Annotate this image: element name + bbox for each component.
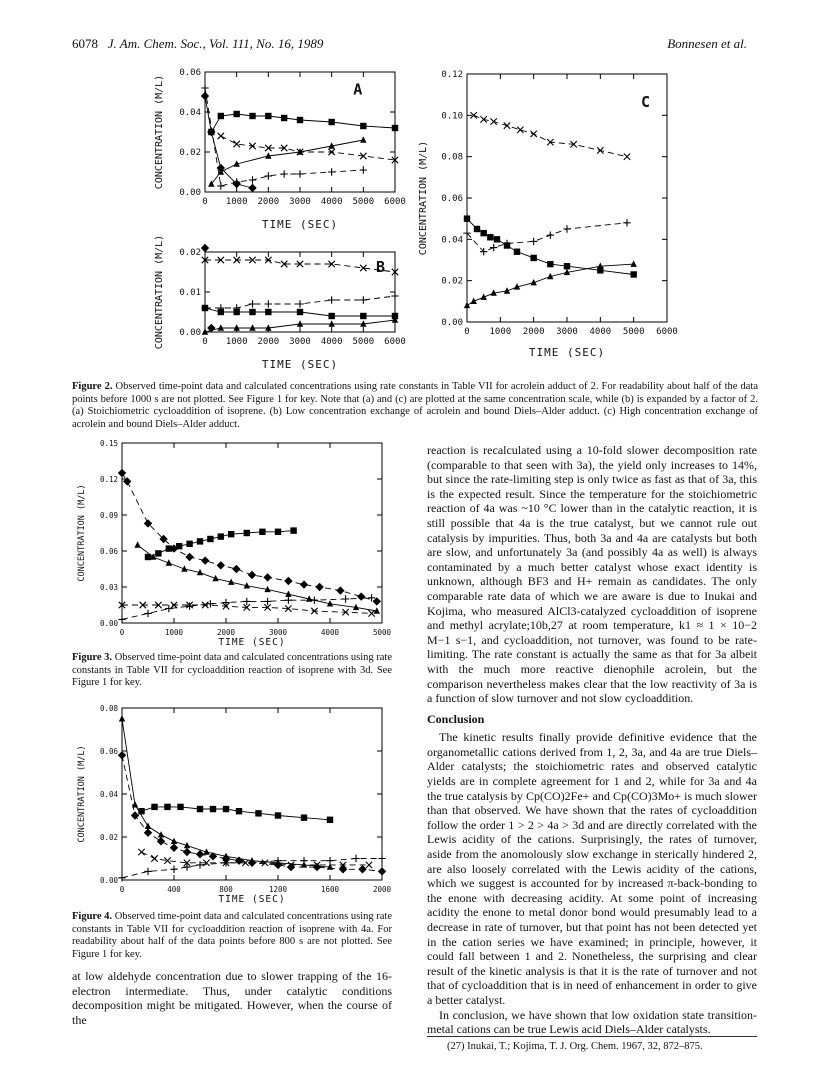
- fig-4-x-tick-label: 1200: [268, 885, 288, 894]
- fig-3-x-tick-label: 3000: [268, 628, 288, 637]
- fig-4-point-diamond: [118, 751, 126, 759]
- fig-2c-point-x: [624, 153, 630, 159]
- fig-3-point-square: [244, 530, 250, 536]
- fig-2b-point-square: [297, 309, 303, 315]
- fig-4-y-axis-label: CONCENTRATION (M/L): [77, 745, 87, 843]
- fig-3-point-diamond: [315, 583, 323, 591]
- fig-4-point-diamond: [378, 867, 386, 875]
- fig-2b-x-tick-label: 3000: [289, 337, 311, 347]
- fig-2c-series-square: [464, 215, 637, 277]
- fig-2b-point-square: [218, 309, 224, 315]
- fig-4-point-plus: [170, 866, 177, 873]
- running-header-left: [72, 36, 323, 52]
- fig-2a-series-square: [208, 111, 398, 135]
- fig-4-plot-frame: [122, 708, 382, 880]
- fig-3-point-diamond: [284, 577, 292, 585]
- fig-4-x-tick-label: 0: [119, 885, 125, 894]
- fig-4-point-square: [177, 804, 183, 810]
- fig-4-point-diamond: [183, 848, 191, 856]
- fig-2b-point-plus: [360, 296, 367, 303]
- fig-4-point-x: [138, 849, 144, 855]
- fig-2c-point-square: [494, 236, 500, 242]
- fig-3-curve-diamond: [122, 473, 377, 601]
- conclusion-heading: Conclusion: [427, 711, 485, 726]
- fig-2b-y-tick-label: 0.00: [179, 328, 201, 338]
- fig-3-y-tick-label: 0.09: [99, 511, 118, 520]
- fig-4-point-plus: [183, 863, 190, 870]
- fig-4-curve-triangle: [122, 719, 330, 867]
- fig-2a-point-square: [360, 123, 366, 129]
- fig-3-x-axis-label: TIME (SEC): [218, 637, 286, 648]
- fig-3-series-square: [145, 527, 297, 560]
- fig-2b-x-tick-label: 6000: [384, 337, 406, 347]
- fig-2a-point-square: [297, 117, 303, 123]
- fig-2c-x-tick-label: 1000: [489, 327, 512, 337]
- fig-3-point-square: [290, 527, 296, 533]
- fig-2a-x-tick-label: 4000: [320, 197, 343, 207]
- figure-3-caption-text: Observed time-point data and calculated concentrations using rate constants in Table VII for cycloaddition reaction of isoprene with 3d. See Figure 1 for key.: [72, 652, 392, 688]
- fig-2b-x-tick-label: 1000: [225, 337, 248, 347]
- fig-2c-x-tick-label: 3000: [556, 327, 578, 337]
- fig-2c-curve-triangle: [467, 264, 634, 305]
- fig-2a-y-tick-label: 0.04: [179, 108, 201, 118]
- fig-4-point-diamond: [313, 863, 321, 871]
- fig-3-point-diamond: [336, 586, 344, 594]
- fig-4-y-tick-label: 0.02: [99, 833, 118, 842]
- figure-2-caption-text: Observed time-point data and calculated concentrations using rate constants in Table VII for acrolein adduct of 2. For readability about half of the data points before 1000 s are not plotted. See Figure 1 for key. Note that (a) and (c) are plotted at the same concentration scale, while (b) is expanded by a factor of 2. (a) Stoichiometric cycloaddition of isoprene. (b) Low concentration exchange of acrolein and bound Diels–Alder adduct. (c) High concentration exchange of acrolein and bound Diels–Alder adduct.: [72, 381, 759, 430]
- fig-2b-y-axis-label: CONCENTRATION (M/L): [154, 234, 165, 350]
- fig-2a-point-plus: [265, 172, 272, 179]
- left-column-text: [72, 969, 392, 1027]
- fig-2a-point-plus: [280, 170, 287, 177]
- fig-4-y-tick-label: 0.06: [99, 747, 118, 756]
- fig-3-point-square: [275, 529, 281, 535]
- fig-3-y-tick-label: 0.06: [99, 547, 118, 556]
- fig-4-point-square: [236, 808, 242, 814]
- fig-4-point-diamond: [131, 811, 139, 819]
- fig-3-point-square: [197, 538, 203, 544]
- fig-4-curve-diamond: [122, 755, 382, 871]
- fig-3-point-plus: [144, 610, 151, 617]
- fig-4-series-triangle: [119, 715, 333, 870]
- fig-3-point-square: [166, 545, 172, 551]
- fig-2c-series-triangle: [464, 260, 637, 308]
- fig-3-point-diamond: [201, 556, 209, 564]
- fig-4-point-square: [210, 806, 216, 812]
- fig-2a-y-tick-label: 0.02: [179, 148, 201, 158]
- fig-3-point-triangle: [134, 541, 140, 547]
- fig-3-point-square: [259, 529, 265, 535]
- figure-2-caption: [72, 381, 758, 431]
- fig-2b-point-square: [249, 309, 255, 315]
- fig-3-point-square: [228, 531, 234, 537]
- fig-4-point-diamond: [170, 844, 178, 852]
- fig-2c-point-square: [474, 226, 480, 232]
- fig-4-x-tick-label: 400: [167, 885, 181, 894]
- fig-2c-x-tick-label: 0: [464, 327, 470, 337]
- fig-4-point-triangle: [119, 715, 125, 721]
- fig-2a-point-square: [281, 115, 287, 121]
- figure-4-caption: [72, 911, 392, 961]
- fig-3-y-tick-label: 0.15: [99, 439, 118, 448]
- fig-2b-point-square: [265, 309, 271, 315]
- fig-2a-point-square: [218, 113, 224, 119]
- right-paragraph-1: reaction is recalculated using a 10-fold slower decomposition rate (comparable to that seen with 3a), the yield only increases to 14%, but since the rate-limiting step is only twice as fast as that of 3a, this is the expected result. Since the temperature for the stoichiometric reaction of 4a was ~10 °C lower than in the catalytic reaction, it is still possible that 4a is the true catalyst, but we cannot rule out catalysis by impurities. Thus, both 3a and 4a are catalysts but both are slow, and unfortunately 3a (and possibly 4a as well) is always contaminated by a much better catalyst whose exact identity is unknown, although BF3 and H+ remain as candidates. The only comparable rate data of which we are aware is due to Inukai and Kojima, who measured AlCl3-catalyzed cycloaddition of isoprene and methyl acrylate;10b,27 at room temperature, k1 ≈ 1 × 10−2 M−1 s−1, and cycloaddition, not turnover, was found to be rate-limiting. The rate constant is actually the same as that for 3a albeit with the much more reactive dienophile acrolein, but the comparison nevertheless makes clear that the low reactivity of 3a is a function of slow turnover and not slow cycloaddition.: [427, 443, 757, 706]
- fig-2a-point-square: [392, 125, 398, 131]
- fig-4-point-plus: [300, 857, 307, 864]
- fig-4-point-plus: [144, 868, 151, 875]
- fig-4-series-x: [138, 849, 372, 868]
- fig-4-point-plus: [378, 855, 385, 862]
- fig-3-point-square: [186, 541, 192, 547]
- fig-4-x-axis-label: TIME (SEC): [218, 894, 286, 905]
- fig-3-point-diamond: [232, 565, 240, 573]
- fig-2c-y-axis-label: CONCENTRATION (M/L): [418, 140, 429, 256]
- fig-4-point-plus: [326, 857, 333, 864]
- fig-2a-point-square: [249, 113, 255, 119]
- fig-3-x-tick-label: 1000: [164, 628, 184, 637]
- fig-3-point-square: [218, 533, 224, 539]
- fig-2c-point-square: [514, 249, 520, 255]
- fig-2a-point-diamond: [248, 184, 256, 192]
- figure-2a-chart: [150, 60, 410, 230]
- fig-4-point-diamond: [339, 865, 347, 873]
- fig-2b-point-plus: [249, 300, 256, 307]
- fig-2c-point-square: [564, 263, 570, 269]
- fig-2a-y-tick-label: 0.00: [179, 188, 201, 198]
- fig-2a-point-square: [233, 111, 239, 117]
- fig-2a-point-x: [233, 141, 239, 147]
- fig-2a-point-diamond: [201, 92, 209, 100]
- fig-2a-x-tick-label: 2000: [257, 197, 280, 207]
- fig-4-y-tick-label: 0.04: [99, 790, 118, 799]
- right-paragraph-3: In conclusion, we have shown that low oxidation state transition-metal cations can be true Lewis acid Diels–Alder catalysts.: [427, 1007, 757, 1037]
- fig-4-point-triangle: [171, 838, 177, 844]
- fig-3-point-plus: [165, 605, 172, 612]
- fig-2b-curve-x: [205, 260, 395, 272]
- fig-2a-point-plus: [201, 84, 208, 91]
- fig-3-point-square: [155, 550, 161, 556]
- fig-2a-x-tick-label: 1000: [225, 197, 248, 207]
- fig-2b-point-triangle: [218, 324, 224, 330]
- running-header-authors: Bonnesen et al.: [667, 36, 747, 51]
- fig-2c-point-plus: [530, 238, 537, 245]
- fig-2b-point-triangle: [249, 324, 255, 330]
- fig-2a-point-plus: [360, 166, 367, 173]
- fig-2c-x-tick-label: 5000: [622, 327, 645, 337]
- fig-2c-point-plus: [490, 244, 497, 251]
- fig-2a-point-x: [218, 133, 224, 139]
- fig-4-point-diamond: [157, 837, 165, 845]
- fig-3-x-tick-label: 0: [119, 628, 125, 637]
- figure-2c-chart: [412, 60, 682, 370]
- fig-2c-point-x: [530, 131, 536, 137]
- fig-2a-curve-diamond: [205, 96, 253, 188]
- fig-4-point-triangle: [158, 831, 164, 837]
- fig-2b-x-tick-label: 4000: [320, 337, 343, 347]
- fig-2c-point-square: [480, 230, 486, 236]
- fig-2c-y-tick-label: 0.00: [441, 318, 463, 328]
- fig-3-series-diamond: [118, 469, 381, 606]
- fig-2b-y-tick-label: 0.02: [179, 248, 201, 258]
- fig-2c-point-square: [547, 261, 553, 267]
- fig-3-point-plus: [342, 595, 349, 602]
- fig-2b-point-square: [360, 313, 366, 319]
- fig-2c-point-square: [530, 255, 536, 261]
- fig-2a-y-axis-label: CONCENTRATION (M/L): [154, 74, 165, 190]
- fig-3-y-tick-label: 0.03: [99, 583, 118, 592]
- fig-2c-plot-frame: [467, 74, 667, 322]
- fig-3-point-diamond: [263, 573, 271, 581]
- figure-3-label: Figure 3.: [72, 652, 113, 663]
- fig-2b-point-square: [202, 305, 208, 311]
- fig-2c-y-tick-label: 0.08: [441, 152, 463, 163]
- fig-2b-point-plus: [296, 300, 303, 307]
- fig-2c-y-tick-label: 0.04: [441, 235, 463, 246]
- fig-2c-point-triangle: [630, 260, 636, 266]
- fig-3-point-diamond: [357, 592, 365, 600]
- right-paragraph-2: The kinetic results finally provide definitive evidence that the organometallic cations derived from 1, 2, 3a, and 4a are true Diels–Alder catalysts; the stoichiometric rates and observed catalytic yields are in complete agreement for 1 and 2, while for 3a and 4a the true catalysis by Cp(CO)2Fe+ and Cp(CO)3Mo+ is much slower than that observed. We have shown that the rates of cycloaddition follow the order 1 > 2 > 4a > 3d and are directly correlated with the Lewis acidity of the cations. Surprisingly, the rates of turnover, aside from the anomolously slow exchange in sterically hindered 2, are also loosely correlated with the Lewis acidity of the cations, which we suggest is accounted for by increased π-back-bonding to the enone with decreasing acidity. At some point of increasing acidity the enone to metal donor bond would presumably lead to a decrease in rate of turnover, but that point has not been detected yet in the cation series we have examined; in principle, however, it could fall between 1 and 2. Nonetheless, the surprising and clear result of the kinetic analysis is that it is the rate of turnover and not that of cycloaddition that is in need of enhancement in order to give a better catalyst.: [427, 730, 757, 1007]
- fig-3-y-axis-label: CONCENTRATION (M/L): [77, 484, 87, 582]
- fig-2a-x-tick-label: 6000: [384, 197, 406, 207]
- fig-2a-x-tick-label: 3000: [289, 197, 311, 207]
- fig-2c-point-x: [490, 118, 496, 124]
- fig-2a-point-triangle: [360, 136, 366, 142]
- fig-3-point-plus: [264, 598, 271, 605]
- fig-2c-y-tick-label: 0.02: [441, 276, 463, 287]
- fig-2a-point-plus: [296, 170, 303, 177]
- figure-3-chart: [60, 435, 400, 655]
- fig-3-point-diamond: [123, 477, 131, 485]
- fig-2c-point-square: [464, 215, 470, 221]
- fig-2c-x-tick-label: 2000: [522, 327, 545, 337]
- fig-2a-point-plus: [249, 176, 256, 183]
- fig-3-point-plus: [285, 597, 292, 604]
- fig-3-point-square: [176, 543, 182, 549]
- fig-4-point-square: [197, 806, 203, 812]
- fig-3-x-tick-label: 5000: [372, 628, 392, 637]
- fig-2c-x-axis-label: TIME (SEC): [528, 346, 606, 359]
- fig-4-point-diamond: [358, 865, 366, 873]
- fig-3-point-diamond: [373, 597, 381, 605]
- fig-2b-point-diamond: [201, 244, 209, 252]
- fig-2b-point-triangle: [328, 320, 334, 326]
- figure-4-caption-text: Observed time-point data and calculated concentrations using rate constants in Table VII for cycloaddition reaction of isoprene with 4a. For readability about half of the data points before 800 s are not plotted. See Figure 1 for key.: [72, 911, 392, 960]
- fig-2b-point-square: [233, 309, 239, 315]
- fig-4-x-tick-label: 2000: [372, 885, 392, 894]
- fig-3-y-tick-label: 0.12: [99, 475, 118, 484]
- fig-3-y-tick-label: 0.00: [99, 619, 118, 628]
- fig-2a-x-tick-label: 0: [202, 197, 208, 207]
- fig-4-point-plus: [352, 855, 359, 862]
- fig-2c-point-square: [487, 234, 493, 240]
- fig-2a-x-tick-label: 5000: [352, 197, 375, 207]
- right-column-text: [427, 443, 757, 1037]
- fig-2b-series-plus: [201, 292, 398, 311]
- fig-2c-point-x: [504, 122, 510, 128]
- fig-3-point-diamond: [118, 469, 126, 477]
- figure-3-caption: [72, 652, 392, 690]
- fig-2b-panel-label: B: [376, 258, 386, 276]
- fig-2a-point-plus: [217, 182, 224, 189]
- page-number: 6078: [72, 36, 98, 51]
- fig-4-point-x: [151, 855, 157, 861]
- fig-2c-y-tick-label: 0.12: [441, 70, 463, 80]
- fig-3-point-plus: [222, 599, 229, 606]
- fig-2c-point-square: [630, 271, 636, 277]
- fig-2a-panel-label: A: [353, 80, 363, 99]
- footnote: (27) Inukai, T.; Kojima, T. J. Org. Chem. 1967, 32, 872–875.: [447, 1041, 703, 1052]
- fig-3-point-square: [207, 536, 213, 542]
- footnote-rule: [427, 1036, 757, 1037]
- fig-2b-point-triangle: [297, 320, 303, 326]
- fig-3-point-diamond: [217, 561, 225, 569]
- fig-3-point-diamond: [185, 553, 193, 561]
- fig-3-point-plus: [243, 598, 250, 605]
- fig-2c-curve-x: [474, 115, 627, 156]
- figure-4-label: Figure 4.: [72, 911, 113, 922]
- fig-3-x-tick-label: 4000: [320, 628, 340, 637]
- fig-4-x-tick-label: 800: [219, 885, 233, 894]
- fig-4-point-triangle: [145, 823, 151, 829]
- fig-4-y-tick-label: 0.00: [99, 876, 118, 885]
- fig-2c-x-tick-label: 4000: [589, 327, 612, 337]
- fig-2c-y-tick-label: 0.06: [441, 194, 463, 204]
- fig-4-series-diamond: [118, 751, 386, 876]
- fig-2c-point-square: [504, 242, 510, 248]
- fig-4-y-tick-label: 0.08: [99, 704, 118, 713]
- fig-2a-point-square: [265, 113, 271, 119]
- fig-2c-x-tick-label: 6000: [656, 327, 678, 337]
- fig-2c-point-x: [517, 127, 523, 133]
- fig-2a-series-diamond: [201, 92, 257, 192]
- figure-2-label: Figure 2.: [72, 381, 113, 392]
- fig-2a-x-axis-label: TIME (SEC): [261, 218, 339, 231]
- fig-3-point-diamond: [248, 571, 256, 579]
- fig-4-point-square: [255, 810, 261, 816]
- left-paragraph: at low aldehyde concentration due to slower trapping of the 16-electron intermediate. Thus, under catalytic conditions decomposition might be mitigated. However, when the course of the: [72, 969, 392, 1027]
- fig-2b-x-axis-label: TIME (SEC): [261, 358, 339, 371]
- fig-2b-point-triangle: [233, 324, 239, 330]
- fig-4-x-tick-label: 1600: [320, 885, 340, 894]
- fig-3-point-plus: [311, 597, 318, 604]
- fig-2a-curve-x: [221, 136, 395, 160]
- fig-2b-x-tick-label: 0: [202, 337, 208, 347]
- fig-3-x-tick-label: 2000: [216, 628, 236, 637]
- fig-2c-panel-label: C: [641, 92, 651, 111]
- fig-2b-x-tick-label: 2000: [257, 337, 280, 347]
- fig-2c-point-plus: [547, 232, 554, 239]
- fig-2b-point-plus: [328, 296, 335, 303]
- fig-3-curve-triangle: [138, 545, 377, 611]
- fig-4-point-x: [366, 862, 372, 868]
- fig-2b-series-x: [202, 257, 398, 275]
- fig-2b-point-square: [328, 313, 334, 319]
- fig-2c-point-plus: [563, 225, 570, 232]
- fig-4-point-square: [275, 812, 281, 818]
- journal-citation: J. Am. Chem. Soc., Vol. 111, No. 16, 1989: [107, 36, 324, 51]
- fig-2a-point-square: [328, 119, 334, 125]
- fig-4-series-square: [138, 804, 333, 823]
- fig-2c-point-x: [597, 147, 603, 153]
- fig-4-point-diamond: [144, 829, 152, 837]
- fig-3-point-plus: [186, 603, 193, 610]
- fig-2c-series-x: [470, 112, 630, 160]
- fig-2c-point-x: [480, 116, 486, 122]
- figure-4-chart: [60, 700, 400, 910]
- fig-2b-point-plus: [391, 292, 398, 299]
- fig-4-point-square: [327, 817, 333, 823]
- fig-2c-y-tick-label: 0.10: [441, 111, 463, 122]
- fig-2a-point-plus: [328, 168, 335, 175]
- fig-4-point-square: [164, 804, 170, 810]
- fig-2b-y-tick-label: 0.01: [179, 288, 201, 298]
- fig-3-point-plus: [207, 600, 214, 607]
- fig-4-point-square: [301, 814, 307, 820]
- fig-2a-series-x: [218, 133, 399, 163]
- fig-4-point-square: [223, 806, 229, 812]
- fig-3-point-plus: [118, 616, 125, 623]
- fig-3-series-plus: [118, 594, 375, 623]
- fig-2b-x-tick-label: 5000: [352, 337, 375, 347]
- fig-4-point-square: [151, 804, 157, 810]
- fig-2c-point-triangle: [464, 302, 470, 308]
- figure-2b-chart: [150, 234, 410, 380]
- fig-2a-y-tick-label: 0.06: [179, 68, 201, 78]
- fig-3-point-diamond: [300, 580, 308, 588]
- fig-2b-point-plus: [265, 300, 272, 307]
- fig-2c-point-plus: [623, 219, 630, 226]
